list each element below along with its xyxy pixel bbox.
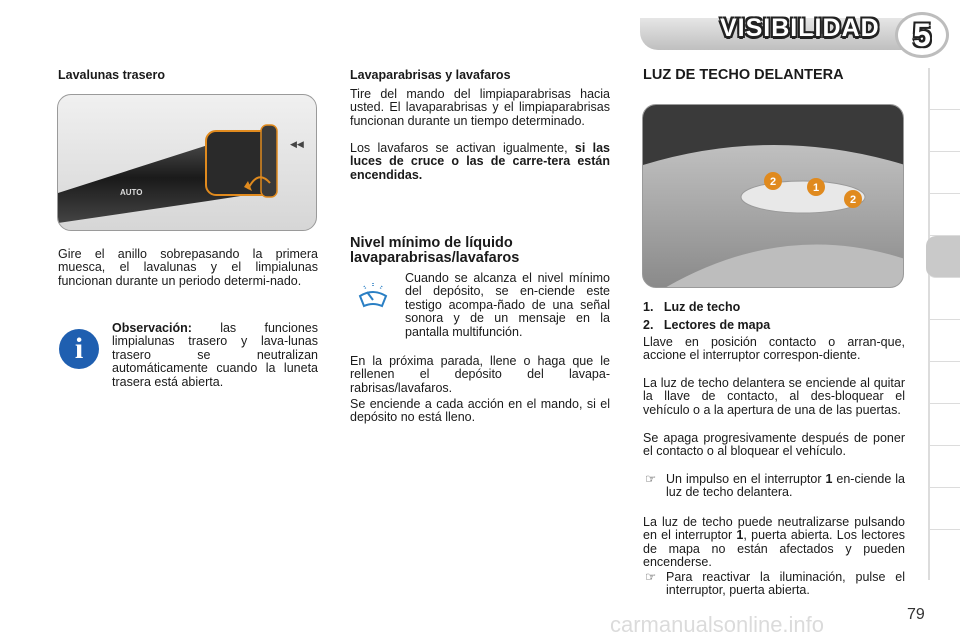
legend-label: Luz de techo: [663, 300, 741, 314]
svg-text:◀◀: ◀◀: [290, 139, 304, 149]
callout-marker-2: [764, 172, 782, 190]
side-tab: [930, 362, 960, 404]
courtesy-text-3: Se apaga progresivamente después de poner el contacto o al bloquear el vehículo.: [643, 431, 905, 459]
callout-marker-1: [807, 178, 825, 196]
bullet-1-text: Un impulso en el interruptor: [666, 472, 826, 486]
side-tab: [930, 404, 960, 446]
side-tab: [930, 446, 960, 488]
fluid-level-heading: Nivel mínimo de líquido lavaparabrisas/lavafaros: [350, 235, 520, 266]
watermark: carmanualsonline.info: [610, 612, 825, 637]
observation-label: Observación:: [112, 321, 192, 335]
bullet-1-switch: 1: [825, 472, 833, 486]
side-tab: [930, 278, 960, 320]
courtesy-text-1: Llave en posición contacto o arran-que, accione el interruptor correspon-diente.: [643, 335, 905, 363]
chapter-number: 5: [913, 17, 931, 53]
side-tab: [930, 194, 960, 236]
bullet-1-text-end: en-ciende la luz de techo delantera.: [666, 472, 905, 500]
refill-text: En la próxima parada, llene o haga que le rellenen el depósito del lavapa-rabrisas/lavafaros.: [350, 354, 610, 395]
side-tab: [930, 68, 960, 110]
side-tab: [930, 110, 960, 152]
chapter-side-tabs: [928, 68, 960, 580]
side-tab: [930, 320, 960, 362]
legend-number: 1.: [643, 300, 654, 314]
p4-text-end: , puerta abierta. Los lectores de mapa no están afectados y pueden encenderse.: [643, 528, 905, 570]
observation-note: [112, 322, 318, 389]
rear-washer-heading: Lavalunas trasero: [58, 68, 165, 82]
indicator-text: Se enciende a cada acción en el mando, si el depósito no está lleno.: [350, 397, 610, 425]
legend-item-1: [643, 300, 740, 314]
legend-number: 2.: [643, 318, 654, 332]
washer-text-2: [350, 142, 610, 182]
chapter-title: VISIBILIDAD: [720, 14, 880, 42]
svg-text:2: 2: [849, 194, 857, 206]
side-tab-active: [926, 236, 960, 278]
svg-text:2: 2: [769, 176, 777, 188]
page-number: 79: [907, 606, 925, 623]
legend-label: Lectores de mapa: [663, 318, 771, 332]
washer-warning-icon: [354, 280, 392, 318]
washer-text-2-bold: si las luces de cruce o las de carre-tera están encendidas.: [350, 141, 611, 182]
p4-text: La luz de techo puede neutralizarse pulsando en el interruptor: [643, 515, 905, 543]
washer-text-2-plain: Los lavafaros se activan igualmente,: [350, 141, 575, 155]
rear-washer-text: Gire el anillo sobrepasando la primera muesca, el lavalunas y el limpialunas funcionan durante un periodo determi-nado.: [58, 247, 318, 288]
info-icon: i: [59, 329, 99, 369]
observation-text: las funciones limpialunas trasero y lava-lunas trasero se neutralizan automáticamente cuando la luneta trasera está abierta.: [112, 321, 318, 389]
bullet-marker: ☞: [645, 570, 657, 584]
chapter-number-badge: [895, 12, 949, 58]
wiper-stalk-illustration: [58, 95, 317, 231]
courtesy-text-2: La luz de techo delantera se enciende al quitar la llave de contacto, al des-bloquear el vehículo o a la apertura de una de las puertas.: [643, 376, 905, 417]
bullet-marker: ☞: [645, 472, 657, 486]
svg-text:1: 1: [812, 182, 820, 194]
courtesy-bullet-2: Para reactivar la iluminación, pulse el interruptor, puerta abierta.: [666, 570, 905, 598]
roof-light-figure: [642, 104, 904, 288]
auto-label: AUTO: [120, 188, 143, 197]
p4-switch: 1: [736, 528, 744, 543]
courtesy-text-4: [643, 516, 905, 570]
wiper-stalk-figure: [57, 94, 317, 231]
fluid-warning-text: Cuando se alcanza el nivel mínimo del depósito, se en-ciende este testigo acompa-ñado de una señal sonora y de un mensaje en la pantalla multifunción.: [405, 271, 610, 339]
callout-marker-2b: [844, 190, 862, 208]
side-tab: [930, 152, 960, 194]
side-tab: [930, 488, 960, 530]
courtesy-bullet-1: [666, 473, 905, 500]
page-header: [0, 0, 960, 62]
washer-headlamp-heading: Lavaparabrisas y lavafaros: [350, 68, 511, 82]
front-courtesy-light-heading: LUZ DE TECHO DELANTERA: [643, 67, 844, 83]
washer-text-1: Tire del mando del limpiaparabrisas hacia usted. El lavaparabrisas y el limpiaparabrisas funcionan durante un tiempo determinado.: [350, 87, 610, 128]
legend-item-2: [643, 318, 770, 332]
